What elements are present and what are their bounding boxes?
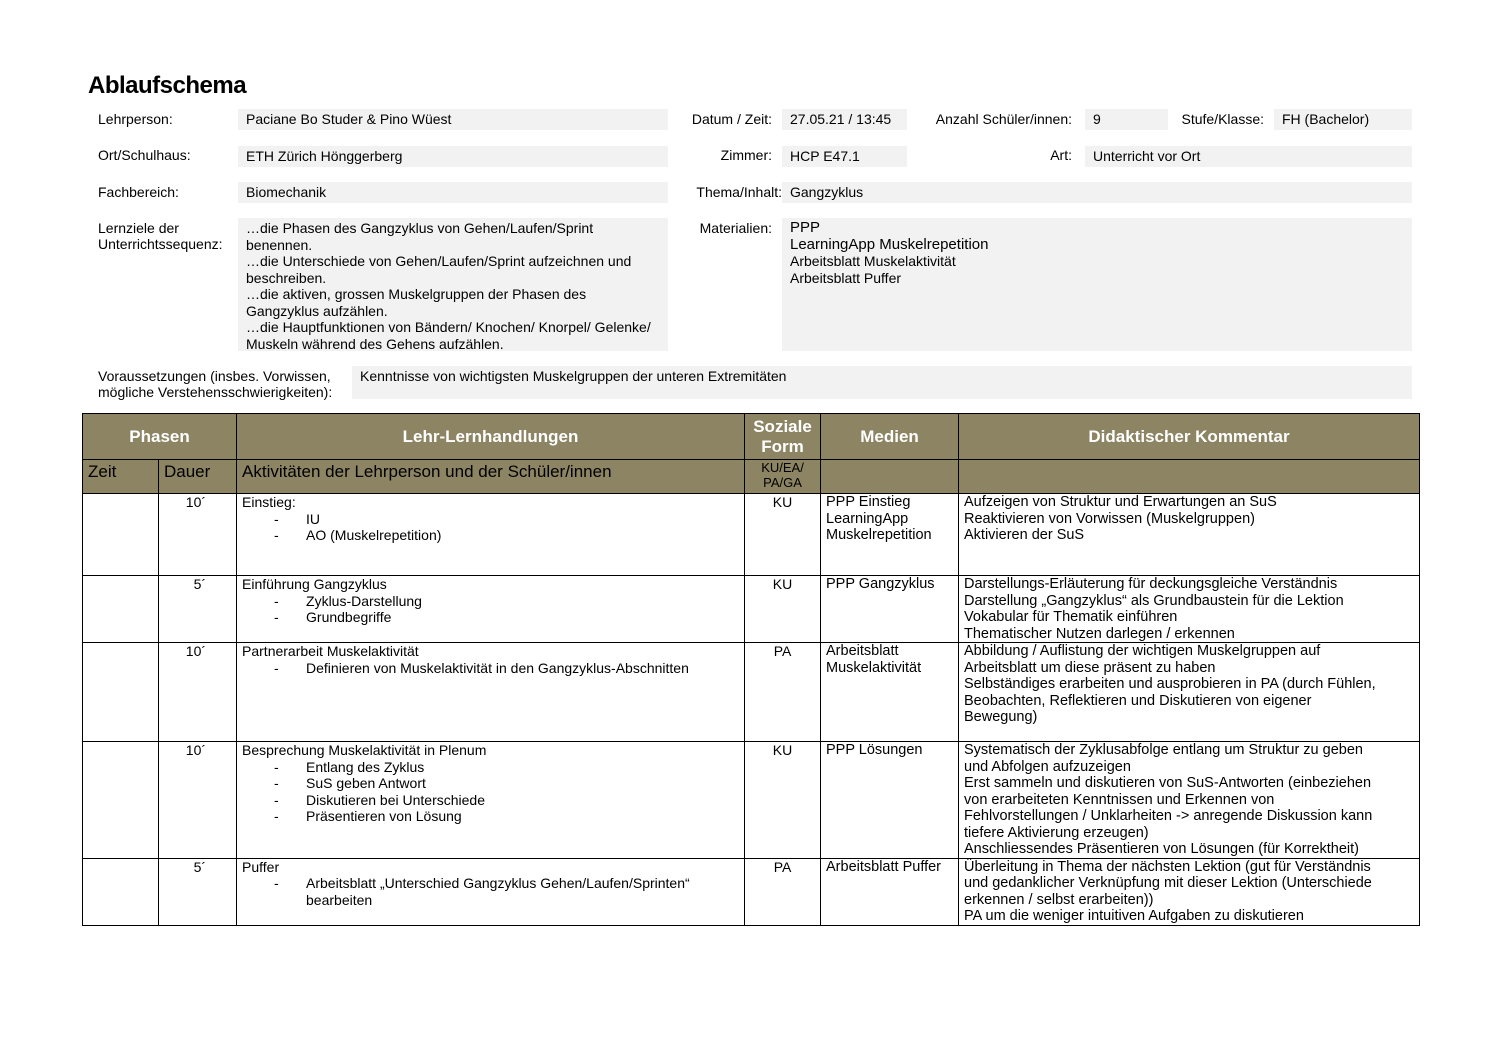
art-label: Art:	[1050, 147, 1072, 163]
dauer-cell: 5´	[159, 858, 237, 925]
lehrperson-field: Paciane Bo Studer & Pino Wüest	[238, 109, 668, 130]
col-kommentar: Didaktischer Kommentar	[959, 414, 1420, 460]
medien-cell: Arbeitsblatt Muskelaktivität	[821, 643, 959, 742]
materialien-field: PPP LearningApp Muskelrepetition Arbeitsblatt Muskelaktivität Arbeitsblatt Puffer	[782, 218, 1412, 351]
form-cell: KU	[745, 494, 821, 576]
stufe-field: FH (Bachelor)	[1274, 109, 1412, 130]
dauer-cell: 10´	[159, 494, 237, 576]
anzahl-field: 9	[1085, 109, 1168, 130]
form-cell: PA	[745, 643, 821, 742]
col-aktivitaeten: Aktivitäten der Lehrperson und der Schüler/innen	[237, 460, 745, 494]
table-row	[83, 576, 1420, 643]
datum-field: 27.05.21 / 13:45	[782, 109, 907, 130]
anzahl-label: Anzahl Schüler/innen:	[935, 111, 1072, 127]
kommentar-cell: Darstellungs-Erläuterung für deckungsgleiche Verständnis Darstellung „Gangzyklus“ als Grundbaustein für die Lektion Vokabular für Thematik einführen Thematischer Nutzen darlegen / erkennen	[959, 576, 1420, 643]
col-dauer: Dauer	[159, 460, 237, 494]
ort-label: Ort/Schulhaus:	[98, 147, 191, 163]
materialien-label: Materialien:	[699, 220, 772, 236]
zimmer-field: HCP E47.1	[782, 146, 907, 167]
col-phasen: Phasen	[83, 414, 237, 460]
aktivitaet-cell: Einführung Gangzyklus - Zyklus-Darstellung - Grundbegriffe	[237, 576, 745, 643]
ort-field: ETH Zürich Hönggerberg	[238, 146, 668, 167]
aktivitaet-cell: Puffer - Arbeitsblatt „Unterschied Gangzyklus Gehen/Laufen/Sprinten“ bearbeiten	[237, 858, 745, 925]
medien-cell: PPP Lösungen	[821, 742, 959, 859]
dauer-cell: 10´	[159, 643, 237, 742]
table-row	[83, 742, 1420, 859]
dauer-cell: 5´	[159, 576, 237, 643]
stufe-label: Stufe/Klasse:	[1181, 111, 1264, 127]
lernziele-label: Lernziele der Unterrichtssequenz:	[98, 220, 223, 252]
col-medien: Medien	[821, 414, 959, 460]
medien-cell: PPP Gangzyklus	[821, 576, 959, 643]
kommentar-cell: Abbildung / Auflistung der wichtigen Muskelgruppen auf Arbeitsblatt um diese präsent zu haben Selbständiges erarbeiten und ausprobieren in PA (durch Fühlen, Beobachten, Reflektieren und Diskutieren von eigener Bewegung)	[959, 643, 1420, 742]
ablauf-table	[82, 413, 1420, 926]
medien-cell: Arbeitsblatt Puffer	[821, 858, 959, 925]
kommentar-cell: Aufzeigen von Struktur und Erwartungen an SuS Reaktivieren von Vorwissen (Muskelgruppen) Aktivieren der SuS	[959, 494, 1420, 576]
lehrperson-label: Lehrperson:	[98, 111, 173, 127]
zimmer-label: Zimmer:	[720, 147, 772, 163]
dauer-cell: 10´	[159, 742, 237, 859]
aktivitaet-cell: Einstieg: - IU - AO (Muskelrepetition)	[237, 494, 745, 576]
kommentar-cell: Überleitung in Thema der nächsten Lektion (gut für Verständnis und gedanklicher Verknüpfung mit dieser Lektion (Unterschiede erkennen / selbst erarbeiten)) PA um die weniger intuitiven Aufgaben zu diskutieren	[959, 858, 1420, 925]
table-subheader-row	[83, 460, 1420, 494]
form-cell: PA	[745, 858, 821, 925]
table-header-row	[83, 414, 1420, 460]
table-row	[83, 858, 1420, 925]
page-title: Ablaufschema	[88, 72, 247, 99]
thema-label: Thema/Inhalt:	[696, 184, 782, 200]
datum-label: Datum / Zeit:	[691, 111, 772, 127]
kommentar-cell: Systematisch der Zyklusabfolge entlang um Struktur zu geben und Abfolgen aufzuzeigen Erst sammeln und diskutieren von SuS-Antworten (einbeziehen von erarbeiteten Kenntnissen und Erkennen von Fehlvorstellungen / Unklarheiten -> anregende Diskussion kann tiefere Aktivierung erzeugen) Anschliessendes Präsentieren von Lösungen (für Korrektheit)	[959, 742, 1420, 859]
art-field: Unterricht vor Ort	[1085, 146, 1412, 167]
col-lehr-lernhandlungen: Lehr-Lernhandlungen	[237, 414, 745, 460]
voraussetzungen-field: Kenntnisse von wichtigsten Muskelgruppen der unteren Extremitäten	[352, 366, 1412, 399]
fach-label: Fachbereich:	[98, 184, 179, 200]
medien-cell: PPP Einstieg LearningApp Muskelrepetition	[821, 494, 959, 576]
form-cell: KU	[745, 742, 821, 859]
form-cell: KU	[745, 576, 821, 643]
table-row	[83, 494, 1420, 576]
lernziele-field: …die Phasen des Gangzyklus von Gehen/Laufen/Sprint benennen. …die Unterschiede von Gehen/Laufen/Sprint aufzeichnen und beschreiben. …die aktiven, grossen Muskelgruppen der Phasen des Gangzyklus aufzählen. …die Hauptfunktionen von Bändern/ Knochen/ Knorpel/ Gelenke/ Muskeln während des Gehens aufzählen.	[238, 218, 668, 351]
voraussetzungen-label: Voraussetzungen (insbes. Vorwissen, mögliche Verstehensschwierigkeiten):	[98, 368, 333, 400]
aktivitaet-cell: Besprechung Muskelaktivität in Plenum - Entlang des Zyklus - SuS geben Antwort - Diskutieren bei Unterschiede - Präsentieren von Lösung	[237, 742, 745, 859]
table-row	[83, 643, 1420, 742]
thema-field: Gangzyklus	[782, 182, 1412, 203]
col-form-codes: KU/EA/ PA/GA	[745, 460, 821, 494]
col-zeit: Zeit	[83, 460, 159, 494]
fach-field: Biomechanik	[238, 182, 668, 203]
aktivitaet-cell: Partnerarbeit Muskelaktivität - Definieren von Muskelaktivität in den Gangzyklus-Abschnitten	[237, 643, 745, 742]
col-soziale-form: Soziale Form	[745, 414, 821, 460]
